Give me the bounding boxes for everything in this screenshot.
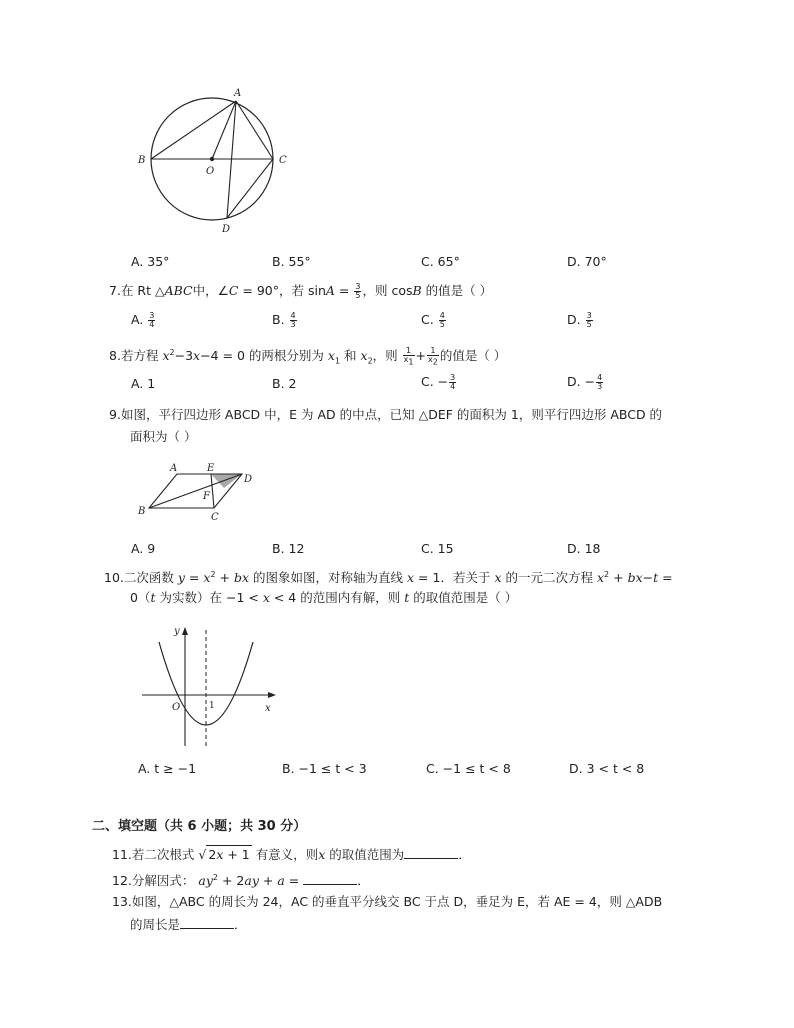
q10-option-b: B. −1 ≤ t < 3 — [282, 761, 367, 776]
center-dot — [210, 157, 214, 161]
y-axis-arrow — [182, 627, 188, 635]
q13-stem-line2: 的周长是 ． — [130, 917, 247, 932]
q9-option-c: C. 15 — [421, 541, 454, 556]
q6-option-a: A. 35° — [131, 254, 170, 269]
segment-ab — [151, 101, 236, 159]
segment-ac — [236, 101, 273, 159]
label-origin: O — [172, 702, 181, 713]
q6-option-c: C. 65° — [421, 254, 460, 269]
q9-stem-line1: 9.如图，平行四边形 ABCD 中，E 为 AD 的中点，已知 △DEF 的面积为 1，则平行四边形 ABCD 的 — [109, 407, 663, 422]
label-f: F — [203, 491, 210, 502]
segment-ec — [211, 474, 214, 508]
label-d: D — [244, 474, 253, 485]
label-c: C — [211, 512, 219, 523]
label-y: y — [174, 626, 180, 637]
q9-option-b: B. 12 — [272, 541, 305, 556]
q7-option-d: D. $\frac{3}{5}$ — [567, 311, 592, 329]
q8-option-a: A. 1 — [131, 376, 156, 391]
section-title-fill-blank: 二、填空题（共 6 小题；共 30 分） — [92, 819, 307, 834]
q10-stem-line2: 0（t 为实数）在 −1 < x < 4 的范围内有解，则 t 的取值范围是（ ） — [130, 590, 518, 605]
q7-option-a: A. $\frac{3}{4}$ — [131, 311, 155, 329]
label-b: B — [138, 155, 146, 166]
q13-stem-line1: 13.如图，△ABC 的周长为 24，AC 的垂直平分线交 BC 于点 D，垂足为 E，若 AE = 4，则 △ADB — [112, 894, 663, 909]
segment-cd — [227, 159, 273, 218]
q6-option-b: B. 55° — [272, 254, 311, 269]
q12-stem: 12.分解因式： $ay^2 + 2ay + a$ = ． — [112, 873, 370, 889]
label-a: A — [170, 463, 178, 474]
q9-option-d: D. 18 — [567, 541, 601, 556]
q10-option-a: A. t ≥ −1 — [138, 761, 197, 776]
x-axis-arrow — [268, 692, 276, 698]
q8-stem: 8.若方程 $x^2-3x-4 = 0$ 的两根分别为 $x_1$ 和 $x_2$，则 $\frac{1}{x_1}$ + $\frac{1}{x_2}$ 的值是（ ） — [109, 345, 507, 367]
label-a: A — [234, 88, 242, 99]
parallelogram-figure — [134, 458, 264, 524]
q8-option-b: B. 2 — [272, 376, 297, 391]
q7-option-b: B. $\frac{4}{3}$ — [272, 311, 296, 329]
label-c: C — [279, 155, 287, 166]
circle-figure — [130, 80, 300, 240]
label-one: 1 — [209, 701, 215, 711]
q7-stem: 7.在 Rt △ABC中，∠C = 90°，若 sinA = $\frac{3}{5}$ ，则 cosB 的值是（ ） — [109, 282, 493, 300]
label-d: D — [222, 224, 231, 235]
q9-option-a: A. 9 — [131, 541, 156, 556]
q11-answer-blank[interactable] — [404, 846, 458, 859]
q8-option-d: D. − $\frac{4}{3}$ — [567, 373, 603, 391]
q10-stem-line1: 10.二次函数 $y = x^2$ + bx 的图象如图，对称轴为直线 x = 1．若关于 x 的一元二次方程 $x^2 + bx-t$ = — [104, 570, 673, 586]
q6-option-d: D. 70° — [567, 254, 607, 269]
q9-stem-line2: 面积为（ ） — [130, 429, 197, 444]
label-e: E — [207, 463, 215, 474]
q8-option-c: C. − $\frac{3}{4}$ — [421, 373, 456, 391]
label-b: B — [138, 506, 146, 517]
q11-stem: 11.若二次根式 √ 2x + 1 有意义，则x 的取值范围为 ． — [112, 847, 471, 862]
q10-option-c: C. −1 ≤ t < 8 — [426, 761, 511, 776]
q10-option-d: D. 3 < t < 8 — [569, 761, 645, 776]
label-x: x — [265, 703, 271, 714]
label-o: O — [206, 166, 215, 177]
parabola-figure — [138, 620, 288, 752]
q12-answer-blank[interactable] — [303, 872, 357, 885]
q7-option-c: C. $\frac{4}{5}$ — [421, 311, 445, 329]
q13-answer-blank[interactable] — [180, 916, 234, 929]
